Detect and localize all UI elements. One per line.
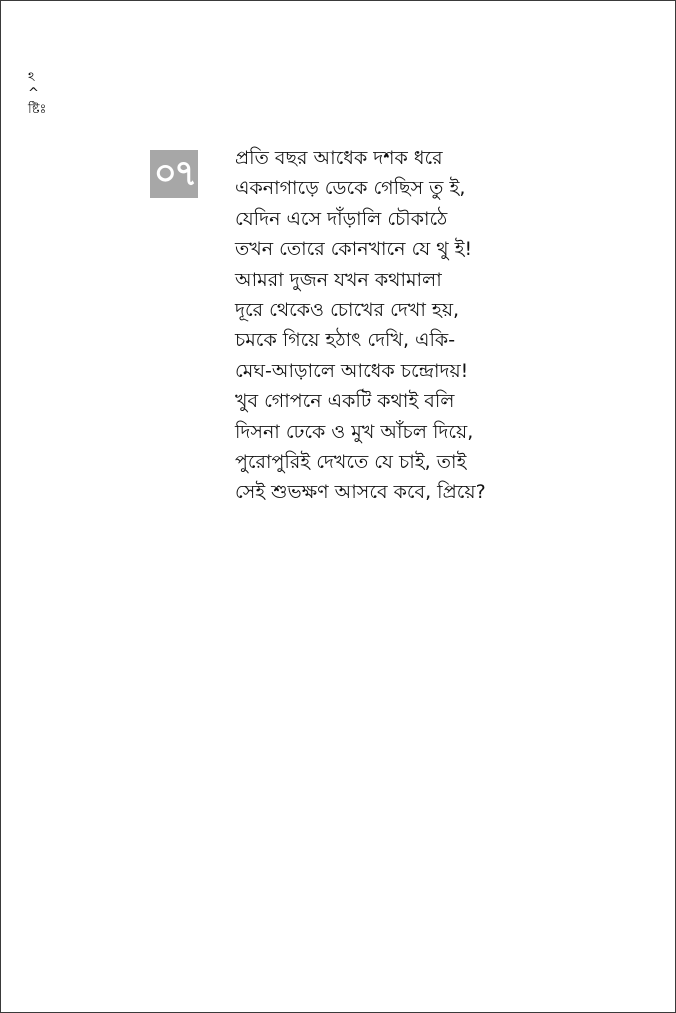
poem-line: একনাগাড়ে ডেকে গেছিস তু ই, xyxy=(235,177,466,200)
poem-line: মেঘ-আড়ালে আধেক চন্দ্রোদয়! xyxy=(235,359,469,382)
poem-line: পুরোপুরিই দেখতে যে চাই, তাই xyxy=(235,450,467,473)
margin-mark-line-3: ষ্টিঃ xyxy=(28,102,47,117)
poem-body xyxy=(235,143,635,508)
margin-mark xyxy=(28,70,54,130)
poem-line: খুব গোপনে একটি কথাই বলি xyxy=(235,390,455,413)
poem-line: সেই শুভক্ষণ আসবে কবে, প্রিয়ে? xyxy=(235,481,486,504)
poem-number: ০৭ xyxy=(153,153,195,194)
poem-line: আমরা দুজন যখন কথামালা xyxy=(235,268,442,291)
margin-mark-line-1: ঽ xyxy=(28,70,36,85)
poem-line: তখন তোরে কোনখানে যে থু ই! xyxy=(235,238,473,261)
poem-line: দিসনা ঢেকে ও মুখ আঁচল দিয়ে, xyxy=(235,420,474,443)
poem-line: চমকে গিয়ে হঠাৎ দেখি, একি- xyxy=(235,329,456,352)
poem-line: দূরে থেকেও চোখের দেখা হয়, xyxy=(235,298,460,321)
poem-line: যেদিন এসে দাঁড়ালি চৌকাঠে xyxy=(235,207,448,230)
margin-mark-line-2: ^ xyxy=(28,86,39,101)
poem-number-badge xyxy=(150,150,198,198)
poem-line: প্রতি বছর আধেক দশক ধরে xyxy=(235,147,443,169)
